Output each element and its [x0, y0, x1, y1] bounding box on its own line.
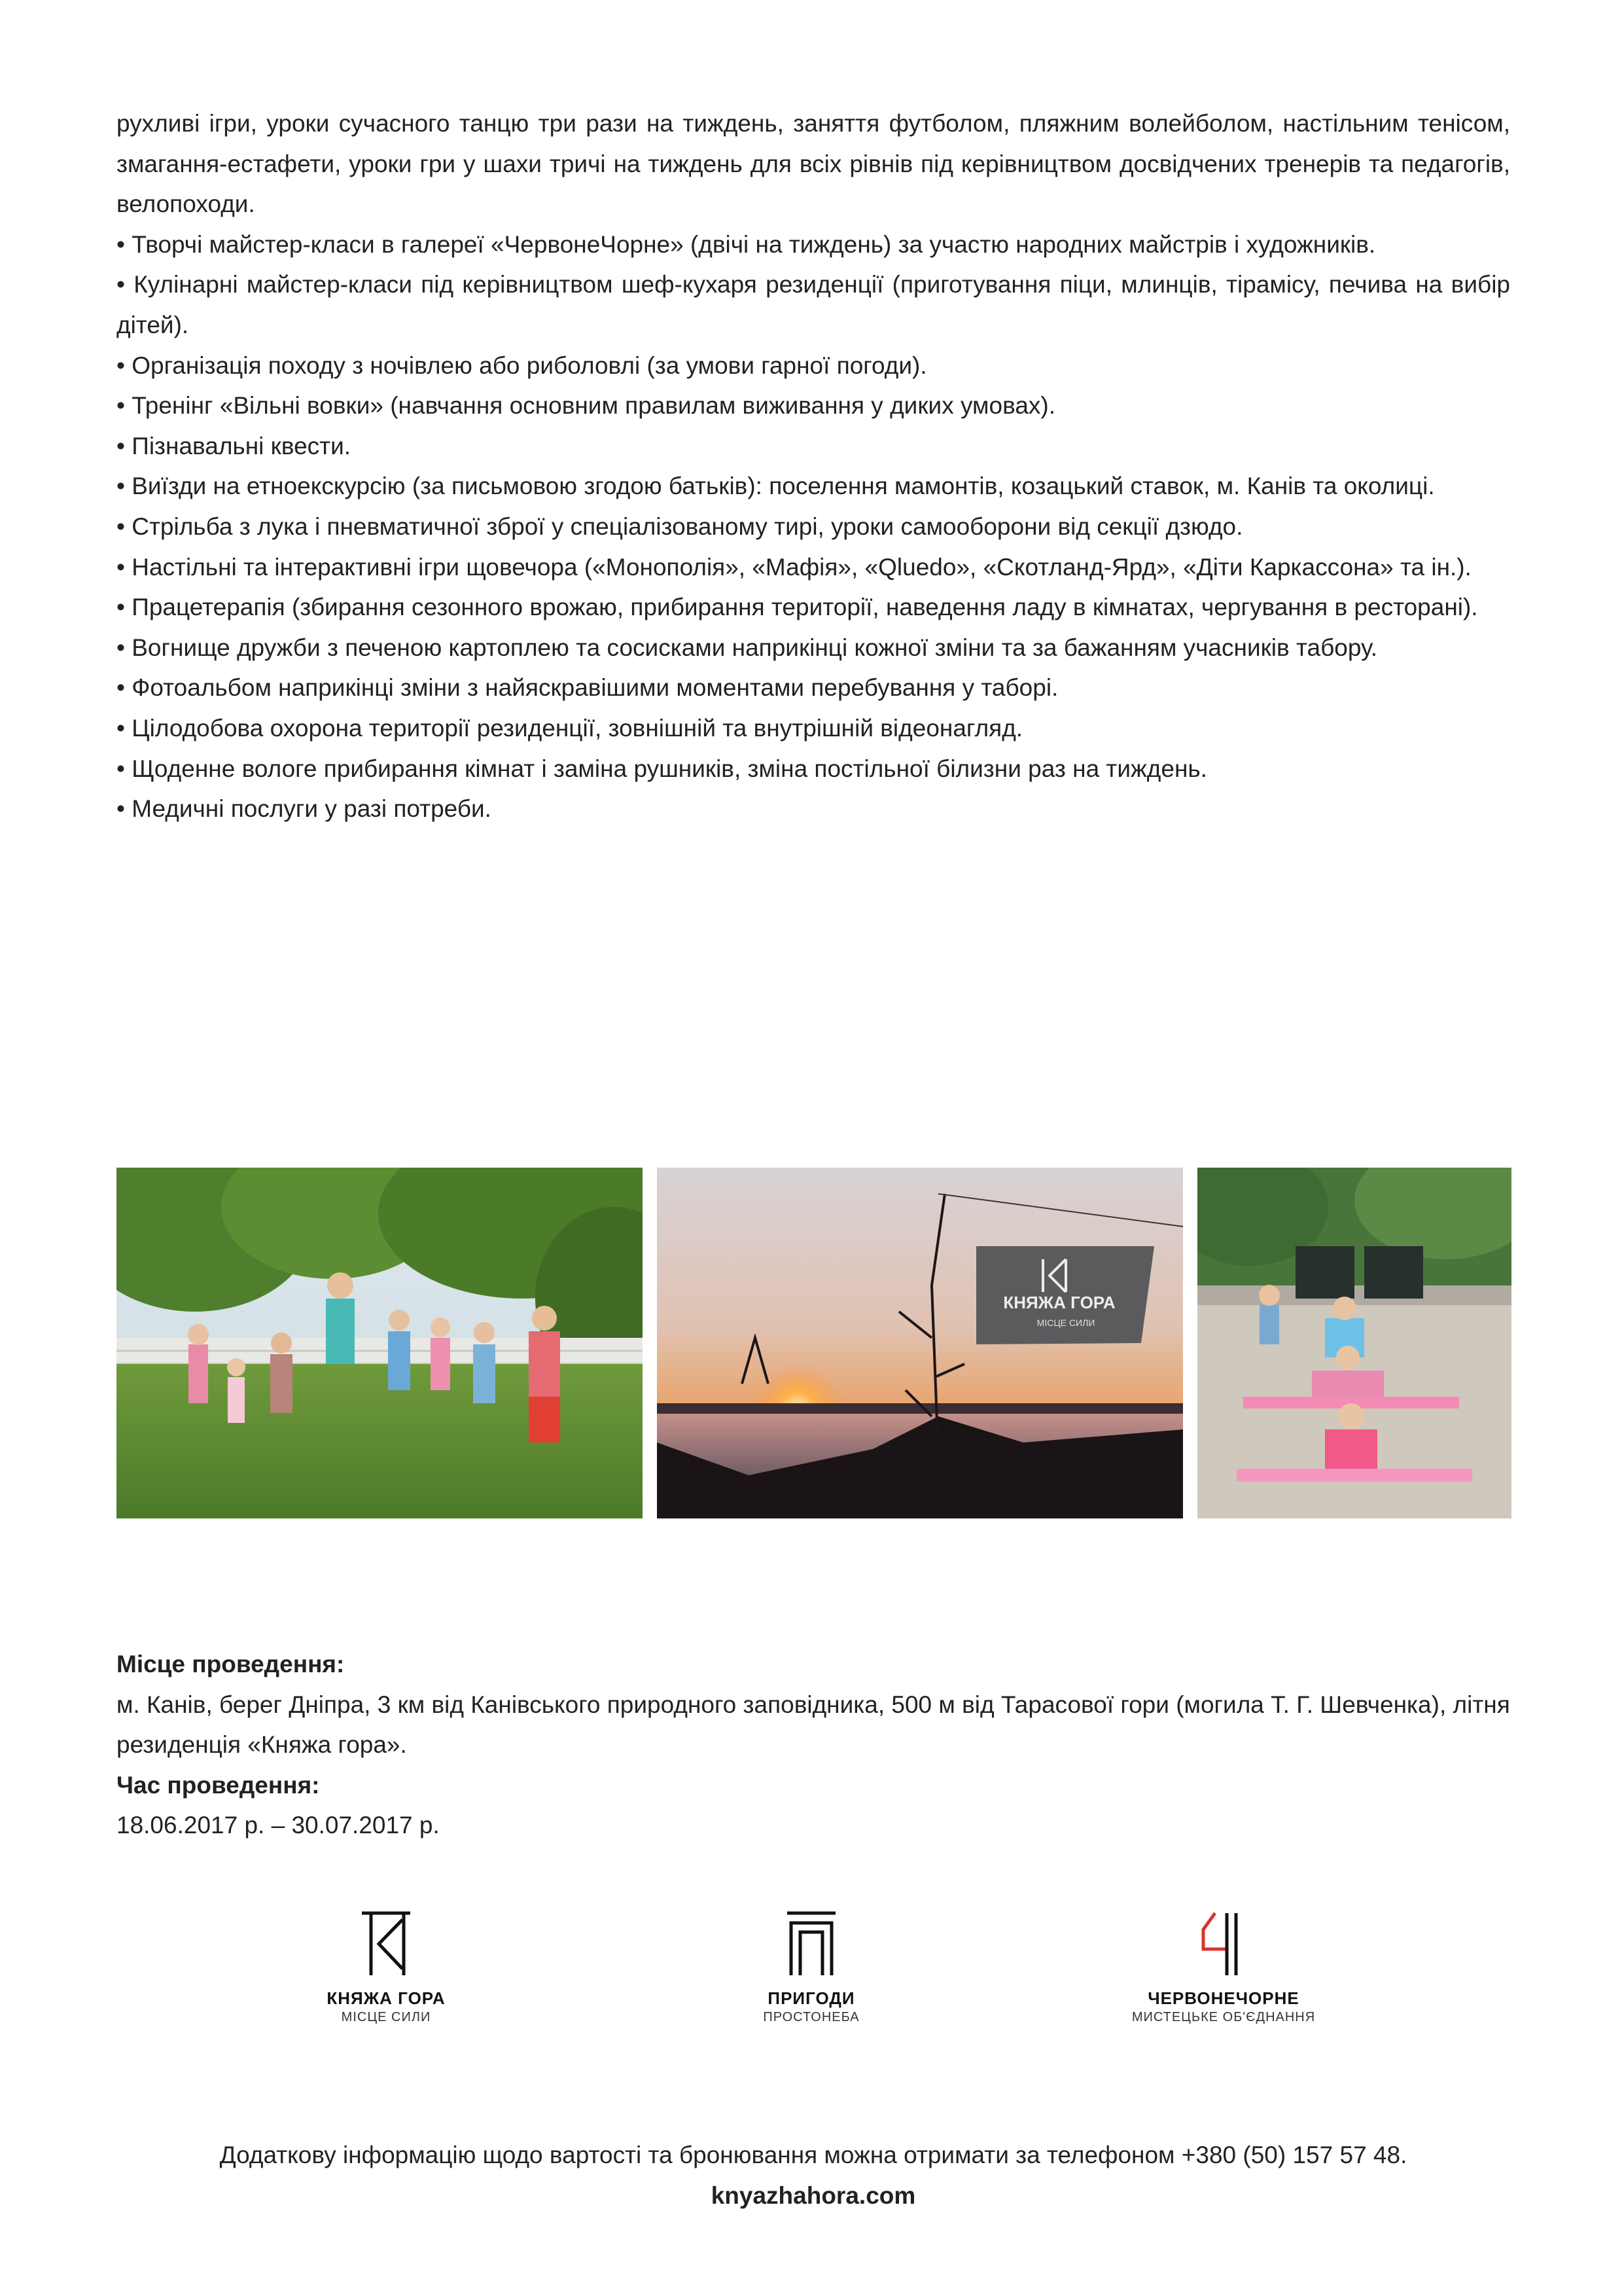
list-item: • Кулінарні майстер-класи під керівництвом шеф-кухаря резиденції (приготування піци, млинців, тірамісу, печива на вибір дітей). — [116, 271, 1510, 338]
list-item: • Організація походу з ночівлею або риболовлі (за умови гарної погоди). — [116, 351, 927, 379]
logo-subtitle: МИСТЕЦЬКЕ ОБ'ЄДНАННЯ — [1131, 2010, 1316, 2024]
partner-logos — [0, 1910, 1624, 2024]
list-item: • Працетерапія (збирання сезонного врожаю, прибирання території, наведення ладу в кімнатах, чергування в ресторані). — [116, 594, 1478, 621]
place-label: Місце проведення: — [116, 1651, 345, 1677]
logo-subtitle: ПРОСТОНЕБА — [763, 2010, 860, 2024]
time-label: Час проведення: — [116, 1771, 320, 1799]
flag-subtitle: МІСЦЕ СИЛИ — [1036, 1318, 1095, 1328]
logo-pryhody — [713, 1910, 909, 2025]
logo-chervonechorne — [1099, 1910, 1348, 2025]
list-item: • Цілодобова охорона території резиденції, зовнішній та внутрішній відеонагляд. — [116, 714, 1023, 742]
knyazha-hora-icon — [357, 1910, 415, 1982]
photo-children-jumping — [116, 1168, 643, 1518]
chervonechorne-icon — [1194, 1910, 1253, 1982]
list-item: • Тренінг «Вільні вовки» (навчання основним правилам виживання у диких умовах). — [116, 392, 1055, 420]
list-item: рухливі ігри, уроки сучасного танцю три рази на тиждень, заняття футболом, пляжним волейболом, настільним тенісом, змагання-естафети, уроки гри у шахи тричі на тиждень для всіх рівнів під керівництвом досвідчених тренерів та педагогів, велопоходи. — [116, 110, 1510, 218]
logo-knyazha-hora — [288, 1910, 484, 2025]
logo-name: КНЯЖА ГОРА — [327, 1988, 446, 2008]
list-item: • Виїзди на етноекскурсію (за письмовою згодою батьків): поселення мамонтів, козацький ставок, м. Канів та околиці. — [116, 473, 1435, 500]
list-item: • Щоденне вологе прибирання кімнат і заміна рушників, зміна постільної білизни раз на тиждень. — [116, 755, 1207, 782]
list-item: • Стрільба з лука і пневматичної зброї у спеціалізованому тирі, уроки самооборони від секції дзюдо. — [116, 512, 1243, 540]
photo-children-splits — [1197, 1168, 1511, 1518]
list-item: • Фотоальбом наприкінці зміни з найяскравішими моментами перебування у таборі. — [116, 674, 1059, 702]
footer — [116, 2135, 1510, 2216]
pryhody-icon — [782, 1910, 841, 1982]
photo-sunset-flag — [657, 1168, 1183, 1518]
event-info — [116, 1644, 1510, 1846]
logo-name: ЧЕРВОНЕЧОРНЕ — [1148, 1988, 1299, 2008]
contact-info: Додаткову інформацію щодо вартості та бронювання можна отримати за телефоном +380 (50) 157 57 48. — [219, 2142, 1407, 2168]
logo-subtitle: МІСЦЕ СИЛИ — [341, 2010, 431, 2024]
flag-title: КНЯЖА ГОРА — [1003, 1293, 1116, 1312]
activities-list — [116, 103, 1510, 829]
list-item: • Вогнище дружби з печеною картоплею та сосисками наприкінці кожної зміни та за бажанням учасників табору. — [116, 634, 1378, 661]
logo-name: ПРИГОДИ — [768, 1988, 855, 2008]
time-text: 18.06.2017 р. – 30.07.2017 р. — [116, 1812, 440, 1839]
website-link[interactable]: knyazhahora.com — [711, 2182, 916, 2209]
photo-strip — [116, 1168, 1511, 1518]
list-item: • Медичні послуги у разі потреби. — [116, 795, 491, 823]
list-item: • Творчі майстер-класи в галереї «ЧервонеЧорне» (двічі на тиждень) за участю народних майстрів і художників. — [116, 230, 1376, 258]
place-text: м. Канів, берег Дніпра, 3 км від Канівського природного заповідника, 500 м від Тарасової гори (могила Т. Г. Шевченка), літня резиденція «Княжа гора». — [116, 1691, 1510, 1759]
list-item: • Пізнавальні квести. — [116, 432, 351, 459]
list-item: • Настільні та інтерактивні ігри щовечора («Монополія», «Мафія», «Qluedo», «Скотланд-Ярд», «Діти Каркассона» та ін.). — [116, 553, 1472, 581]
